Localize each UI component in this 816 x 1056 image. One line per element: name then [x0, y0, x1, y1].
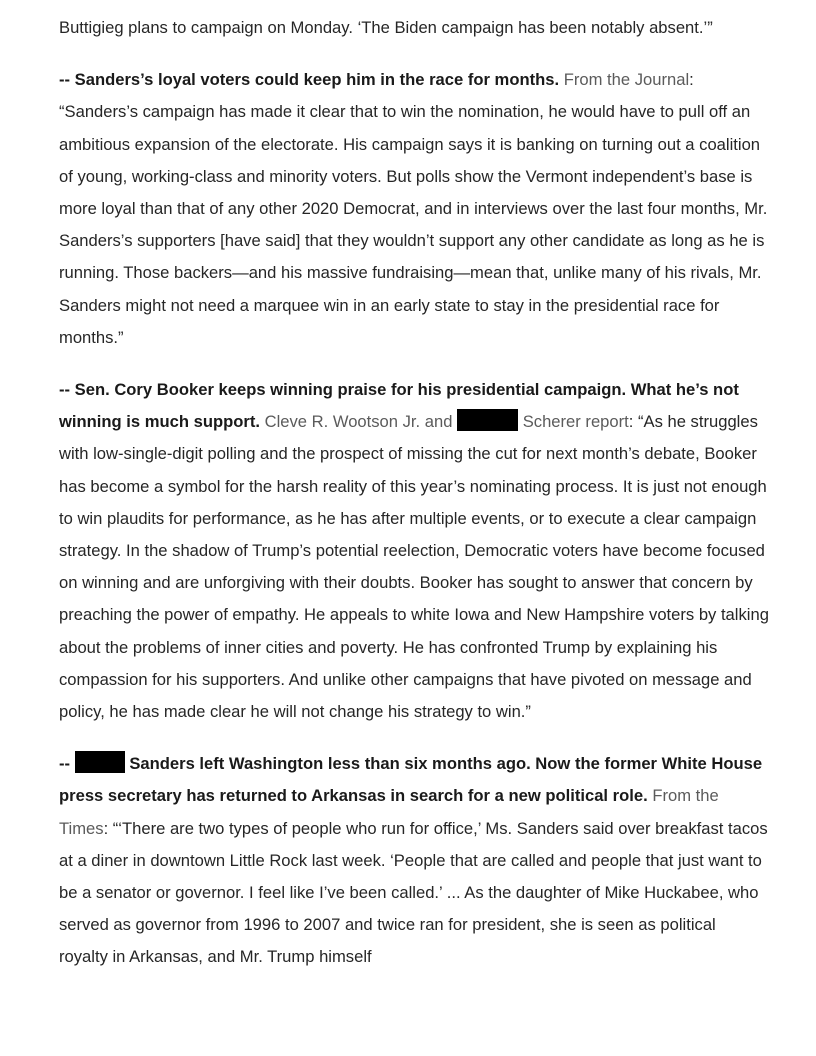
quote-body: : “Sanders’s campaign has made it clear that to win the nomination, he would have to pull off an ambitious expansion of the electorate. His campaign says it is banking on turning out a coalition of young, working-class and minority voters. But polls show the Vermont independent’s base is more loyal than that of any other 2020 Democrat, and in interviews over the last four months, Mr. Sanders’s supporters [have said] that they wouldn’t support any other candidate as long as he is running. Those backers—and his massive fundraising—mean that, unlike many of his rivals, Mr. Sanders might not need a marquee win in an early state to stay in the presidential race for months.”: [59, 70, 768, 347]
paragraph-booker-campaign: [59, 374, 769, 728]
source-attribution-report: Scherer report: [522, 412, 629, 432]
item-headline: Sanders left Washington less than six months ago. Now the former White House press secretary has returned to Arkansas in search for a new political role.: [59, 754, 763, 806]
paragraph-sanders-arkansas: [59, 748, 769, 973]
source-attribution: From the Journal: [563, 70, 690, 90]
paragraph-buttigieg-excerpt: [59, 12, 769, 44]
redaction-box: [75, 751, 125, 773]
item-headline-prefix: --: [59, 754, 71, 774]
item-headline: -- Sen. Cory Booker keeps winning praise for his presidential campaign. What he’s not winning is much support.: [59, 380, 739, 432]
item-headline: -- Sanders’s loyal voters could keep him in the race for months.: [59, 70, 560, 90]
document-page: [59, 12, 769, 994]
source-attribution: From the Times: [59, 786, 719, 838]
paragraph-sanders-loyal-voters: [59, 64, 769, 354]
quote-body: : “‘There are two types of people who run for office,’ Ms. Sanders said over breakfast tacos at a diner in downtown Little Rock last week. ‘People that are called and people that just want to be a senator or governor. I feel like I’ve been called.’ ... As the daughter of Mike Huckabee, who served as governor from 1996 to 2007 and twice ran for president, she is seen as political royalty in Arkansas, and Mr. Trump himself: [59, 818, 768, 967]
source-attribution-authors: Cleve R. Wootson Jr. and: [264, 412, 453, 432]
paragraph-text: Buttigieg plans to campaign on Monday. ‘The Biden campaign has been notably absent.’”: [59, 18, 713, 37]
redaction-box: [457, 409, 518, 431]
quote-body: : “As he struggles with low-single-digit polling and the prospect of missing the cut for next month’s debate, Booker has become a symbol for the harsh reality of this year’s nominating process. It is just not enough to win plaudits for performance, as he has after multiple events, or to execute a clear campaign strategy. In the shadow of Trump’s potential reelection, Democratic voters have become focused on winning and are unforgiving with their doubts. Booker has sought to answer that concern by preaching the power of empathy. He appeals to white Iowa and New Hampshire voters by talking about the problems of inner cities and poverty. He has confronted Trump by explaining his compassion for his supporters. And unlike other campaigns that have pivoted on message and policy, he has made clear he will not change his strategy to win.”: [59, 412, 769, 722]
